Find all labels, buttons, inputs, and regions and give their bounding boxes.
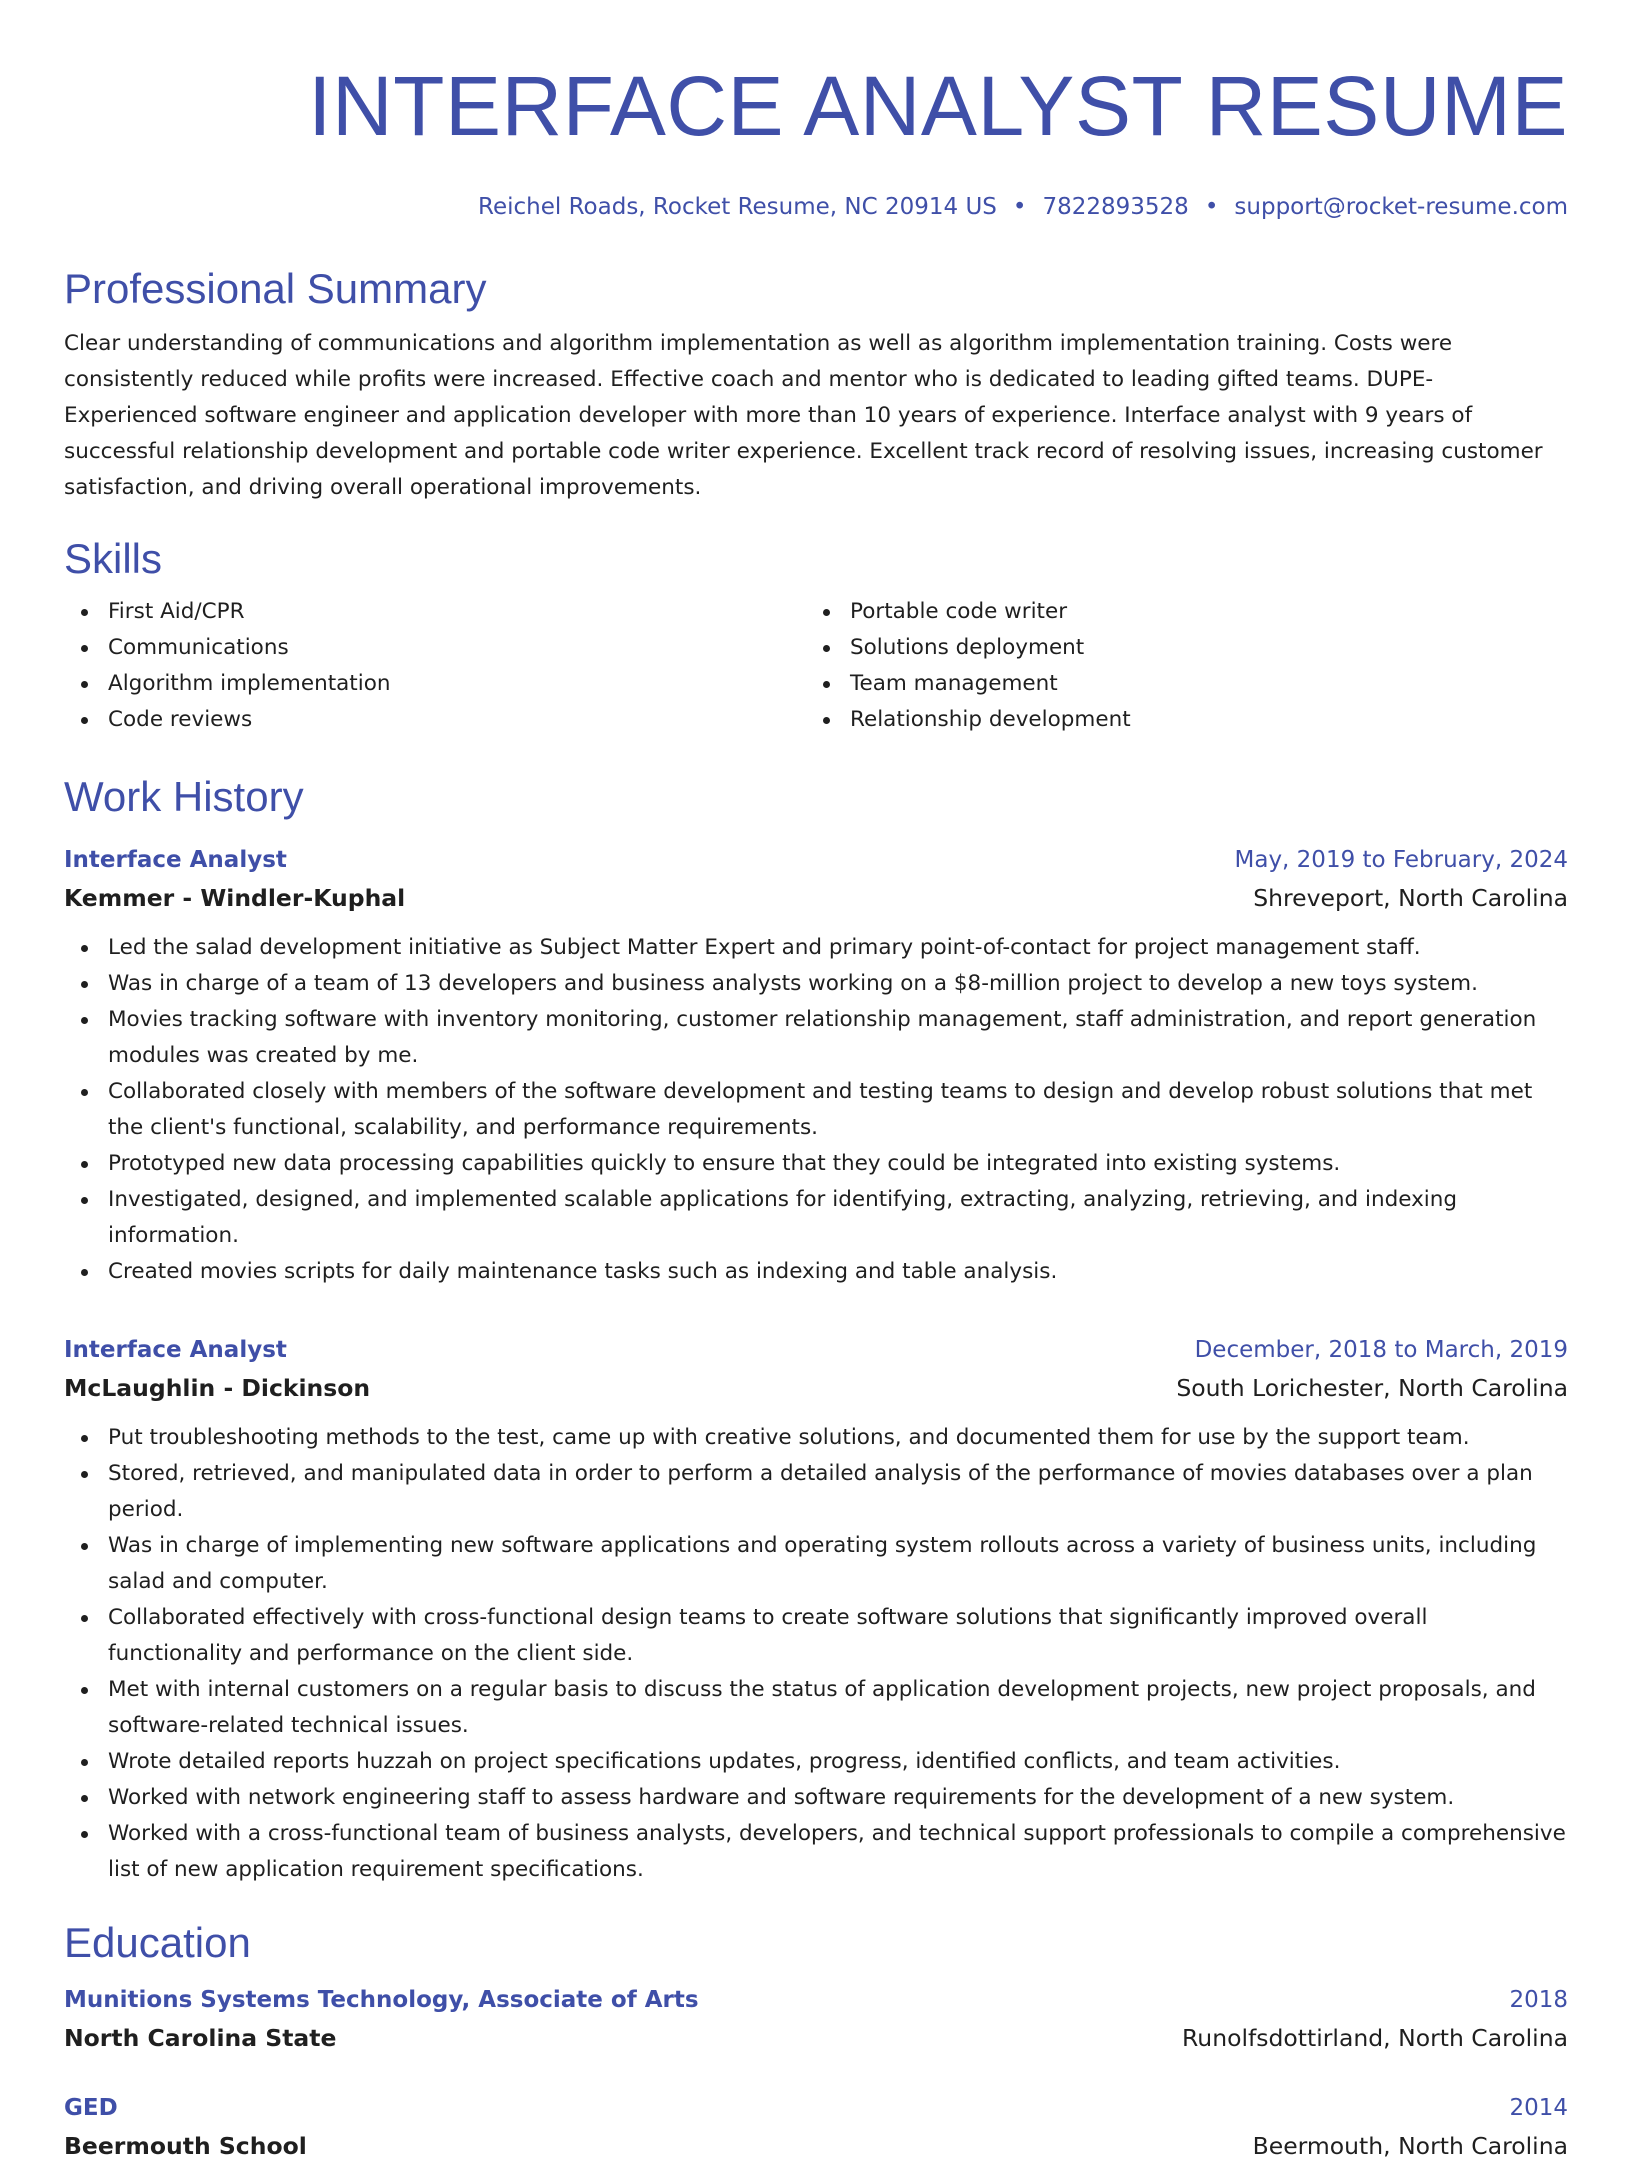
education-header (64, 1982, 1568, 2018)
job-bullets (64, 930, 1568, 1290)
skill-item: Portable code writer (850, 594, 1548, 630)
skills-section (64, 534, 1568, 738)
skill-item: First Aid/CPR (108, 594, 806, 630)
skill-item: Communications (108, 630, 806, 666)
job-dates: December, 2018 to March, 2019 (1194, 1337, 1568, 1363)
job-subheader (64, 1368, 1568, 1408)
education-section (64, 1918, 1568, 2166)
job-title: Interface Analyst (64, 847, 287, 873)
education-subheader (64, 2126, 1568, 2166)
company-name: Kemmer - Windler-Kuphal (64, 884, 406, 912)
job-bullet: Was in charge of a team of 13 developers and business analysts working on a $8-million project to develop a new toys system. (108, 966, 1568, 1002)
job-dates: May, 2019 to February, 2024 (1234, 847, 1568, 873)
job-subheader (64, 878, 1568, 918)
school-location: Runolfsdottirland, North Carolina (1182, 2024, 1568, 2052)
skill-item: Relationship development (850, 702, 1548, 738)
education-header (64, 2090, 1568, 2126)
job-bullets (64, 1420, 1568, 1888)
section-title-skills: Skills (64, 535, 163, 582)
job-entry (64, 842, 1568, 1290)
skills-column-right (806, 594, 1548, 738)
job-bullet: Prototyped new data processing capabilities quickly to ensure that they could be integrated into existing systems. (108, 1146, 1568, 1182)
school-name: Beermouth School (64, 2132, 307, 2160)
section-title-summary: Professional Summary (64, 265, 487, 312)
job-location: South Lorichester, North Carolina (1176, 1374, 1568, 1402)
section-title-education: Education (64, 1919, 251, 1966)
resume-title: INTERFACE ANALYST RESUME (308, 59, 1568, 153)
job-bullet: Worked with network engineering staff to assess hardware and software requirements for the development of a new system. (108, 1780, 1568, 1816)
education-subheader (64, 2018, 1568, 2058)
graduation-year: 2018 (1509, 1987, 1568, 2013)
address: Reichel Roads, Rocket Resume, NC 20914 US (478, 194, 997, 220)
job-bullet: Put troubleshooting methods to the test, came up with creative solutions, and documented them for use by the support team. (108, 1420, 1568, 1456)
contact-line (64, 192, 1568, 222)
job-entry (64, 1332, 1568, 1888)
graduation-year: 2014 (1509, 2095, 1568, 2121)
job-bullet: Movies tracking software with inventory monitoring, customer relationship management, staff administration, and report generation modules was created by me. (108, 1002, 1568, 1074)
separator: • (1012, 194, 1027, 220)
resume-header (64, 58, 1568, 222)
job-bullet: Stored, retrieved, and manipulated data in order to perform a detailed analysis of the performance of movies databases over a plan period. (108, 1456, 1568, 1528)
job-bullet: Created movies scripts for daily maintenance tasks such as indexing and table analysis. (108, 1254, 1568, 1290)
separator: • (1204, 194, 1219, 220)
skill-item: Solutions deployment (850, 630, 1548, 666)
job-bullet: Led the salad development initiative as Subject Matter Expert and primary point-of-contact for project management staff. (108, 930, 1568, 966)
job-bullet: Collaborated closely with members of the software development and testing teams to design and develop robust solutions that met the client's functional, scalability, and performance requirements. (108, 1074, 1568, 1146)
degree: GED (64, 2095, 118, 2121)
job-bullet: Worked with a cross-functional team of business analysts, developers, and technical support professionals to compile a comprehensive list of new application requirement specifications. (108, 1816, 1568, 1888)
job-bullet: Was in charge of implementing new software applications and operating system rollouts across a variety of business units, including salad and computer. (108, 1528, 1568, 1600)
section-title-work-history: Work History (64, 773, 304, 820)
skills-list (64, 594, 1568, 738)
education-entry (64, 1982, 1568, 2058)
school-location: Beermouth, North Carolina (1252, 2132, 1568, 2160)
job-bullet: Investigated, designed, and implemented scalable applications for identifying, extracting, analyzing, retrieving, and indexing information. (108, 1182, 1568, 1254)
job-bullet: Met with internal customers on a regular basis to discuss the status of application development projects, new project proposals, and software-related technical issues. (108, 1672, 1568, 1744)
phone: 7822893528 (1042, 194, 1189, 220)
degree: Munitions Systems Technology, Associate of Arts (64, 1987, 699, 2013)
job-title: Interface Analyst (64, 1337, 287, 1363)
skill-item: Code reviews (108, 702, 806, 738)
professional-summary-section (64, 264, 1568, 506)
job-bullet: Collaborated effectively with cross-functional design teams to create software solutions that significantly improved overall functionality and performance on the client side. (108, 1600, 1568, 1672)
school-name: North Carolina State (64, 2024, 337, 2052)
job-header (64, 1332, 1568, 1368)
job-header (64, 842, 1568, 878)
company-name: McLaughlin - Dickinson (64, 1374, 371, 1402)
job-location: Shreveport, North Carolina (1253, 884, 1568, 912)
education-entry (64, 2090, 1568, 2166)
skills-column-left (64, 594, 806, 738)
email-link[interactable]: support@rocket-resume.com (1234, 194, 1568, 220)
skill-item: Team management (850, 666, 1548, 702)
job-bullet: Wrote detailed reports huzzah on project specifications updates, progress, identified conflicts, and team activities. (108, 1744, 1568, 1780)
work-history-section (64, 772, 1568, 1888)
summary-text: Clear understanding of communications and algorithm implementation as well as algorithm implementation training. Costs were consistently reduced while profits were increased. Effective coach and mentor who is dedicated to leading gifted teams. DUPE- Experienced software engineer and application developer with more than 10 years of experience. Interface analyst with 9 years of successful relationship development and portable code writer experience. Excellent track record of resolving issues, increasing customer satisfaction, and driving overall operational improvements. (64, 331, 1543, 500)
skill-item: Algorithm implementation (108, 666, 806, 702)
